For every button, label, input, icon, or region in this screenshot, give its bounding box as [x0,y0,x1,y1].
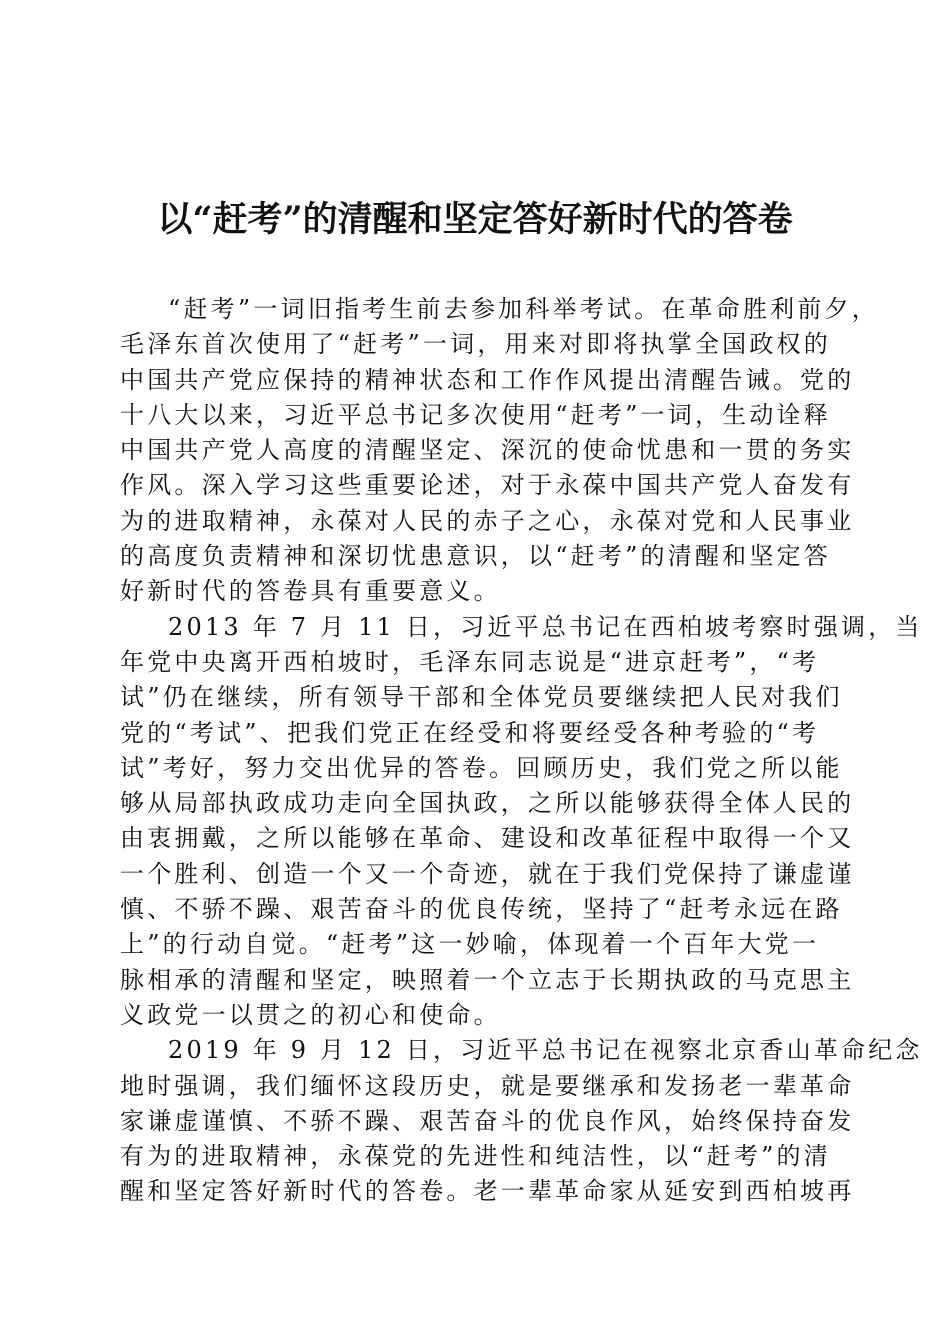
text-line: 上”的行动自觉。“赶考”这一妙喻，体现着一个百年大党一 [120,930,820,959]
text-line: 地时强调，我们缅怀这段历史，就是要继承和发扬老一辈革命 [120,1071,855,1100]
text-line: 毛泽东首次使用了“赶考”一词，用来对即将执掌全国政权的 [120,330,831,359]
text-line: 慎、不骄不躁、艰苦奋斗的优良传统，坚持了“赶考永远在路 [120,895,843,924]
text-line: 有为的进取精神，永葆党的先进性和纯洁性，以“赶考”的清 [120,1142,831,1171]
text-line: 作风。深入学习这些重要论述，对于永葆中国共产党人奋发有 [120,471,855,500]
document-body [120,292,923,1210]
paragraph-1 [120,292,879,610]
text-line: 够从局部执政成功走向全国执政，之所以能够获得全体人民的 [120,789,855,818]
paragraph-2 [120,610,923,1034]
text-line: 脉相承的清醒和坚定，映照着一个立志于长期执政的马克思主 [120,965,855,994]
text-line: 家谦虚谨慎、不骄不躁、艰苦奋斗的优良作风，始终保持奋发 [120,1106,855,1135]
document-title: 以“赶考”的清醒和坚定答好新时代的答卷 [157,199,793,240]
text-line: 2013 年 7 月 11 日，习近平总书记在西柏坡考察时强调，当 [168,612,923,641]
text-line: 党的“考试”、把我们党正在经受和将要经受各种考验的“考 [120,718,820,747]
text-line: 中国共产党人高度的清醒坚定、深沉的使命忧患和一贯的务实 [120,436,855,465]
text-line: 2019 年 9 月 12 日，习近平总书记在视察北京香山革命纪念 [168,1036,923,1065]
text-line: 为的进取精神，永葆对人民的赤子之心，永葆对党和人民事业 [120,506,855,535]
text-line: 十八大以来，习近平总书记多次使用“赶考”一词，生动诠释 [120,400,831,429]
text-line: 一个胜利、创造一个又一个奇迹，就在于我们党保持了谦虚谨 [120,859,855,888]
text-line: 年党中央离开西柏坡时，毛泽东同志说是“进京赶考”，“考 [120,647,820,676]
text-line: 由衷拥戴，之所以能够在革命、建设和改革征程中取得一个又 [120,824,855,853]
text-line: 好新时代的答卷具有重要意义。 [120,577,501,606]
paragraph-3 [120,1033,923,1209]
text-line: 的高度负责精神和深切忧患意识，以“赶考”的清醒和坚定答 [120,542,831,571]
text-line: 义政党一以贯之的初心和使命。 [120,1000,501,1029]
text-line: 试”仍在继续，所有领导干部和全体党员要继续把人民对我们 [120,683,843,712]
text-line: “赶考”一词旧指考生前去参加科举考试。在革命胜利前夕， [168,295,879,323]
text-line: 醒和坚定答好新时代的答卷。老一辈革命家从延安到西柏坡再 [120,1177,855,1206]
text-line: 中国共产党应保持的精神状态和工作作风提出清醒告诫。党的 [120,365,855,394]
text-line: 试”考好，努力交出优异的答卷。回顾历史，我们党之所以能 [120,753,843,782]
